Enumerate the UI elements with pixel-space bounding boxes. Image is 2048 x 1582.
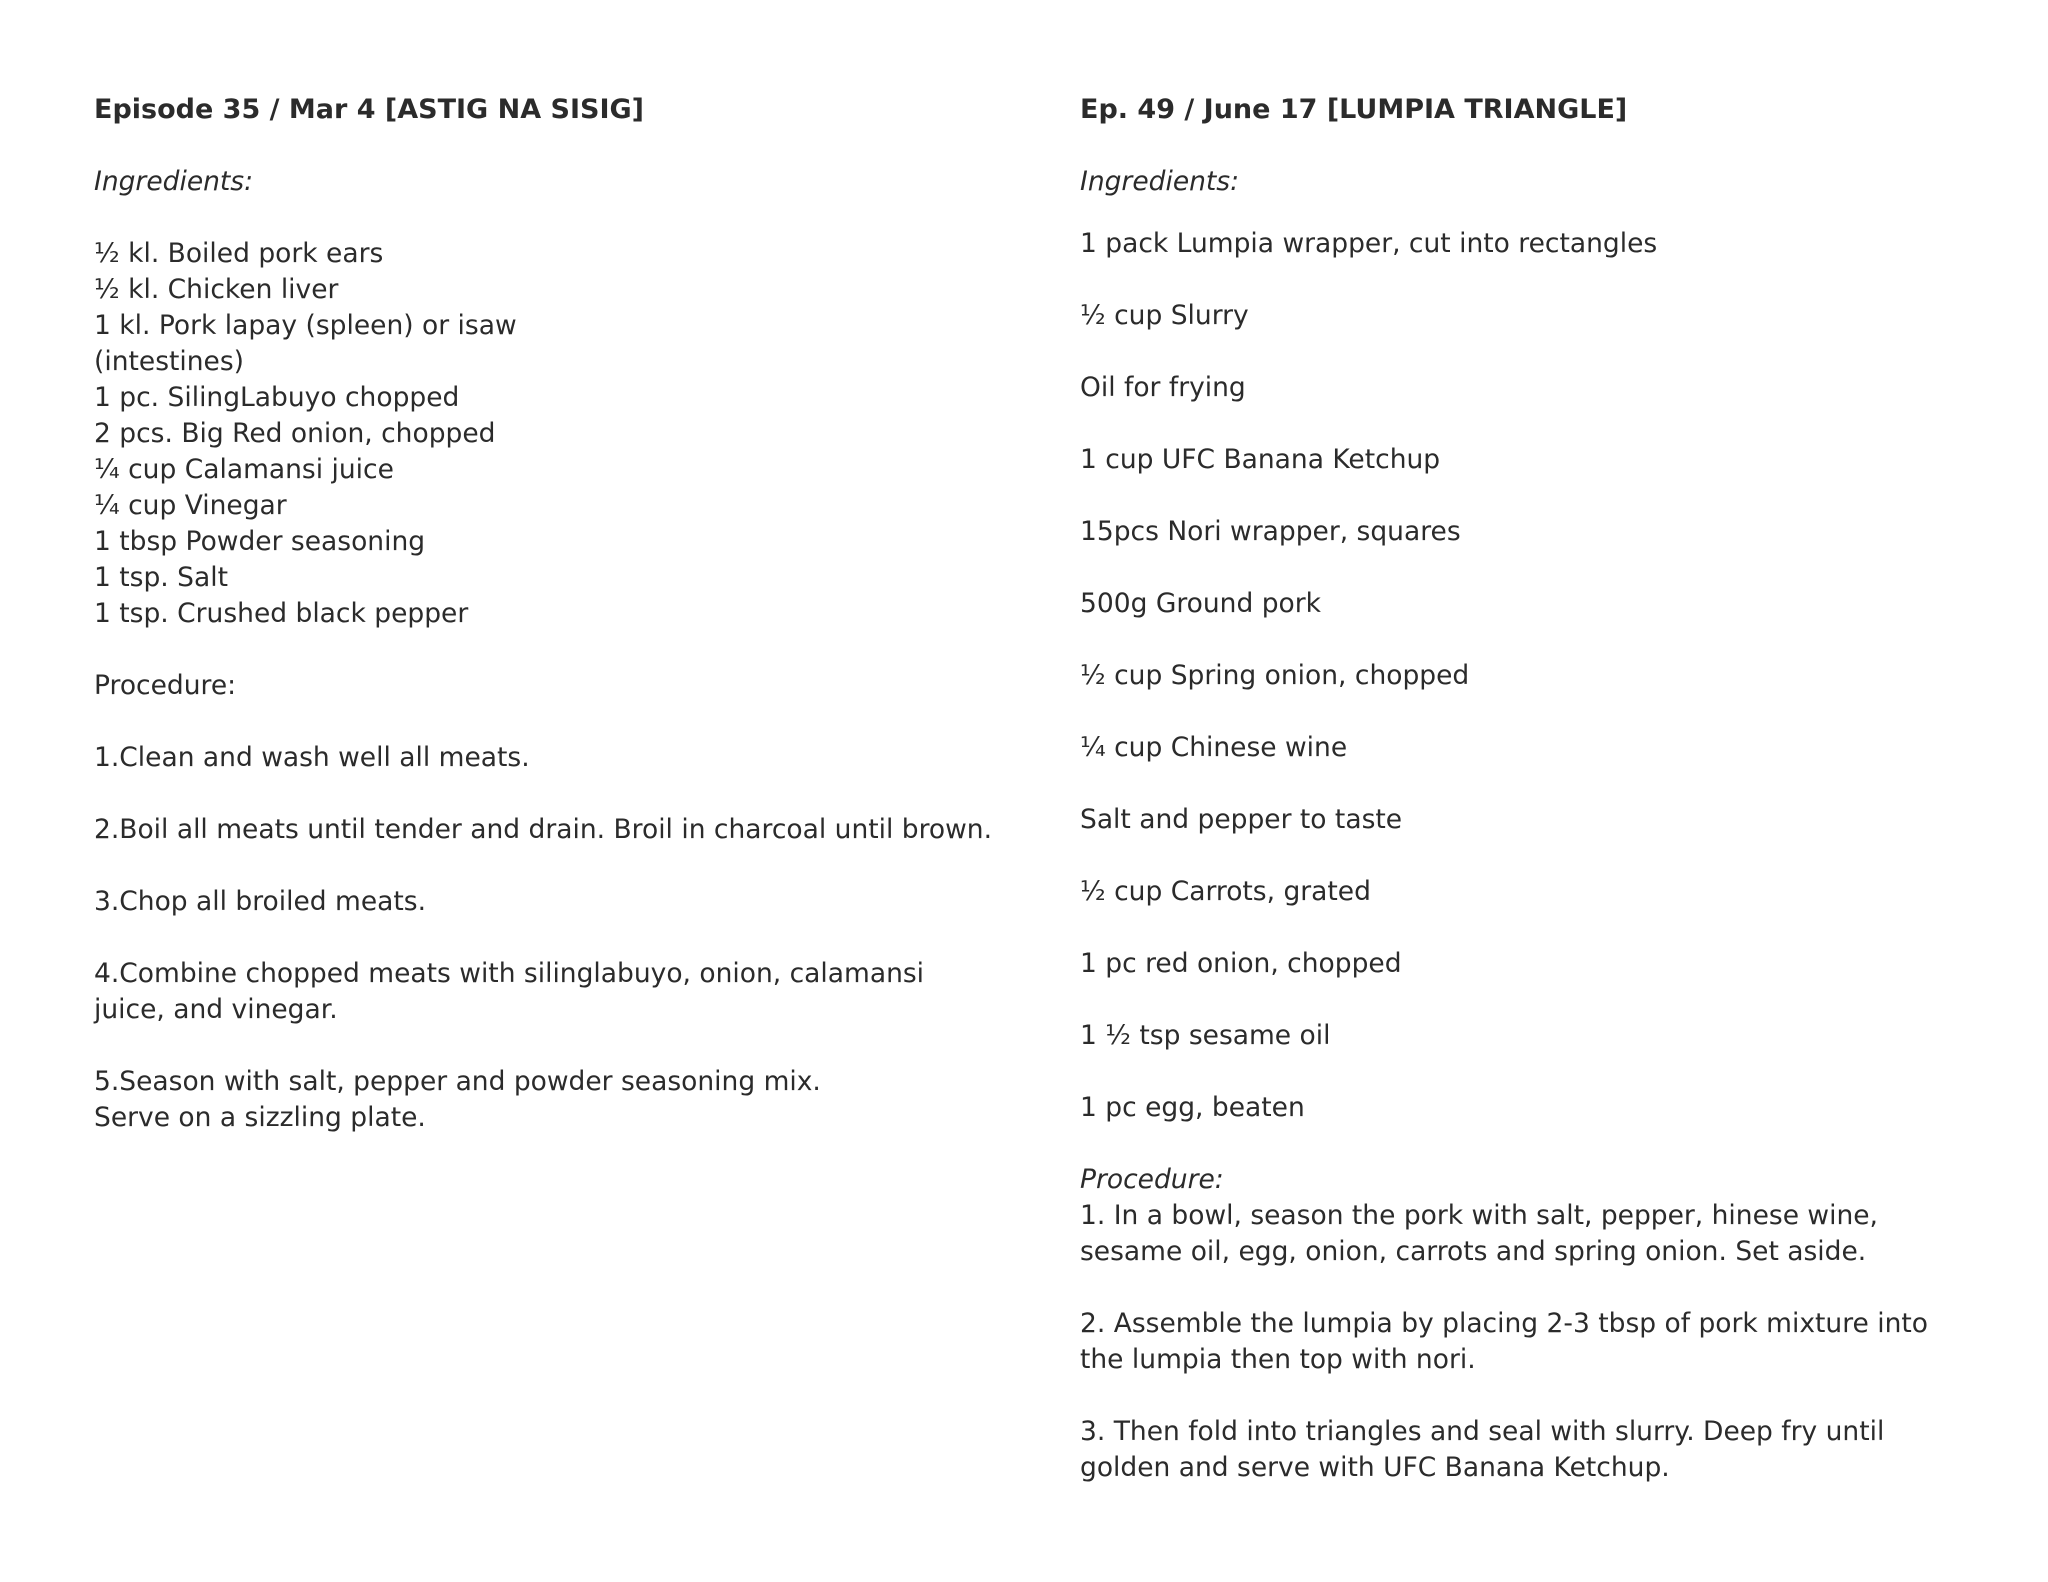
ingredient-item: ½ cup Spring onion, chopped (1080, 660, 1470, 691)
ingredients-heading: Ingredients: (1080, 166, 1240, 197)
procedure-step: 3. Then fold into triangles and seal with slurry. Deep fry until golden and serve with UFC Banana Ketchup. (1080, 1416, 1885, 1483)
recipe-sisig (94, 92, 994, 1136)
procedure-step: 1. In a bowl, season the pork with salt, pepper, hinese wine, sesame oil, egg, onion, carrots and spring onion. Set aside. (1080, 1200, 1878, 1267)
ingredient-item: 1 tsp. Salt (94, 562, 228, 593)
ingredient-item: ½ cup Slurry (1080, 300, 1249, 331)
ingredient-item: 1 cup UFC Banana Ketchup (1080, 444, 1441, 475)
ingredient-item: 1 ½ tsp sesame oil (1080, 1020, 1331, 1051)
procedure-step: 2. Assemble the lumpia by placing 2-3 tbsp of pork mixture into the lumpia then top with nori. (1080, 1308, 1929, 1375)
procedure-heading: Procedure: (94, 670, 237, 701)
ingredient-item: 1 kl. Pork lapay (spleen) or isaw (94, 310, 517, 341)
procedure-step: 2.Boil all meats until tender and drain. Broil in charcoal until brown. (94, 814, 993, 845)
ingredient-item: ¼ cup Calamansi juice (94, 454, 394, 485)
ingredient-item: 15pcs Nori wrapper, squares (1080, 516, 1461, 547)
ingredient-item: ¼ cup Chinese wine (1080, 732, 1348, 763)
procedure-step: 4.Combine chopped meats with silinglabuyo, onion, calamansi juice, and vinegar. (94, 958, 925, 1025)
ingredient-item: Salt and pepper to taste (1080, 804, 1403, 835)
ingredient-item: 1 tbsp Powder seasoning (94, 526, 426, 557)
ingredient-item: ½ kl. Chicken liver (94, 274, 339, 305)
ingredients-list (94, 236, 994, 632)
recipe-title: Episode 35 / Mar 4 [ASTIG NA SISIG] (94, 94, 644, 125)
ingredient-item: ½ kl. Boiled pork ears (94, 238, 384, 269)
procedure-list (94, 740, 994, 1136)
ingredient-item: ½ cup Carrots, grated (1080, 876, 1371, 907)
recipe-title: Ep. 49 / June 17 [LUMPIA TRIANGLE] (1080, 94, 1628, 125)
ingredient-item: 1 pc red onion, chopped (1080, 948, 1402, 979)
procedure-step: 5.Season with salt, pepper and powder seasoning mix. (94, 1066, 821, 1097)
procedure-step: Serve on a sizzling plate. (94, 1102, 426, 1133)
ingredient-item: (intestines) (94, 346, 244, 377)
procedure-list (1080, 1198, 1980, 1486)
ingredient-item: 1 pc. SilingLabuyo chopped (94, 382, 460, 413)
ingredients-heading: Ingredients: (94, 166, 254, 197)
ingredient-item: 2 pcs. Big Red onion, chopped (94, 418, 496, 449)
procedure-step: 3.Chop all broiled meats. (94, 886, 427, 917)
ingredient-item: ¼ cup Vinegar (94, 490, 287, 521)
ingredient-item: 1 pack Lumpia wrapper, cut into rectangles (1080, 228, 1658, 259)
ingredient-item: 1 pc egg, beaten (1080, 1092, 1305, 1123)
procedure-step: 1.Clean and wash well all meats. (94, 742, 530, 773)
ingredients-list (1080, 226, 1980, 1126)
ingredient-item: Oil for frying (1080, 372, 1246, 403)
ingredient-item: 1 tsp. Crushed black pepper (94, 598, 469, 629)
recipe-lumpia-triangle (1080, 92, 1980, 1522)
ingredient-item: 500g Ground pork (1080, 588, 1321, 619)
procedure-heading: Procedure: (1080, 1164, 1224, 1195)
